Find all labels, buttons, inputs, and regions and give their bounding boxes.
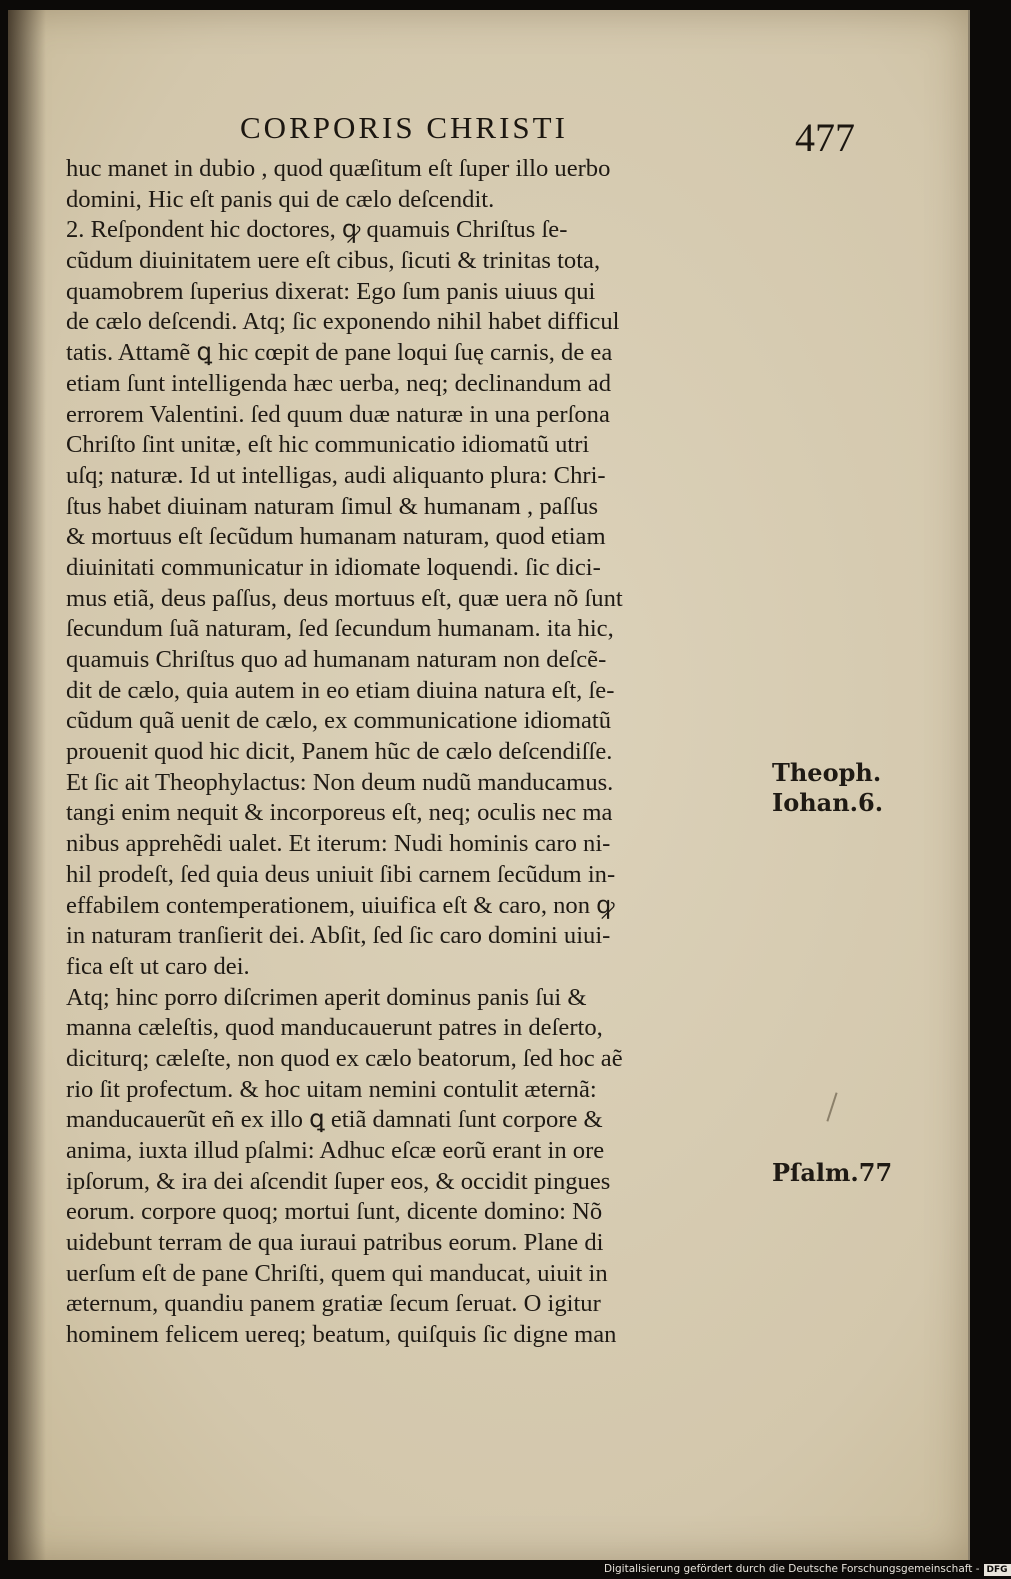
text-line: ſtus habet diuinam naturam ſimul & humanam , paſſus bbox=[66, 492, 599, 520]
text-line: cũdum diuinitatem uere eſt cibus, ſicuti & trinitas tota, bbox=[66, 247, 601, 275]
text-line: de cælo deſcendi. Atq; ſic exponendo nihil habet difficul bbox=[66, 308, 620, 336]
text-line: nibus apprehẽdi ualet. Et iterum: Nudi hominis caro ni- bbox=[66, 830, 611, 858]
text-line: in naturam tranſierit dei. Abſit, ſed ſic caro domini uiui- bbox=[66, 922, 611, 950]
text-line: quamuis Chriſtus quo ad humanam naturam non deſcẽ- bbox=[66, 646, 607, 673]
text-line: & mortuus eſt ſecũdum humanam naturam, quod etiam bbox=[66, 523, 606, 551]
text-line: prouenit quod hic dicit, Panem hũc de cælo deſcendiſſe. bbox=[66, 738, 613, 766]
digitization-credit bbox=[604, 1563, 1011, 1576]
book-page bbox=[8, 10, 970, 1560]
text-line: errorem Valentini. ſed quum duæ naturæ in una perſona bbox=[66, 400, 610, 428]
text-line: hil prodeſt, ſed quia deus uniuit ſibi carnem ſecũdum in- bbox=[66, 860, 616, 888]
text-line: quamobrem ſuperius dixerat: Ego ſum panis uiuus qui bbox=[66, 277, 596, 305]
text-line: manducauerũt eñ ex illo ꝗ etiã damnati ſunt corpore & bbox=[66, 1106, 603, 1134]
text-line: uidebunt terram de qua iuraui patribus eorum. Plane di bbox=[66, 1229, 604, 1257]
credit-text: Digitalisierung gefördert durch die Deutsche Forschungsgemeinschaft - bbox=[604, 1563, 980, 1575]
text-line: domini, Hic eſt panis qui de cælo deſcendit. bbox=[66, 185, 495, 213]
margin-note-psalm: Pſalm.77 bbox=[772, 1158, 893, 1187]
text-line: manna cæleſtis, quod manducauerunt patres in deſerto, bbox=[66, 1014, 603, 1042]
text-line: huc manet in dubio , quod quæſitum eſt ſuper illo uerbo bbox=[66, 155, 611, 182]
text-line: uerſum eſt de pane Chriſti, quem qui manducat, uiuit in bbox=[66, 1259, 608, 1287]
text-line: ſecundum ſuã naturam, ſed ſecundum humanam. ita hic, bbox=[66, 615, 614, 643]
text-line: æternum, quandiu panem gratiæ ſecum ſeruat. O igitur bbox=[66, 1290, 601, 1318]
margin-note-theoph: Theoph. bbox=[772, 758, 882, 787]
text-line: tatis. Attamẽ ꝗ hic cœpit de pane loqui ſuę carnis, de ea bbox=[66, 339, 613, 367]
running-head: CORPORIS CHRISTI bbox=[240, 110, 568, 145]
text-line: uſq; naturæ. Id ut intelligas, audi aliquanto plura: Chri- bbox=[66, 461, 606, 489]
page-number: 477 bbox=[795, 115, 855, 160]
text-line: diciturq; cæleſte, non quod ex cælo beatorum, ſed hoc aẽ bbox=[66, 1044, 623, 1072]
text-line: rio ſit profectum. & hoc uitam nemini contulit æternã: bbox=[66, 1075, 597, 1103]
text-line: fica eſt ut caro dei. bbox=[66, 952, 250, 980]
text-line: Chriſto ſint unitæ, eſt hic communicatio idiomatũ utri bbox=[66, 431, 590, 459]
margin-note-iohan: Iohan.6. bbox=[772, 788, 884, 817]
text-line: Atq; hinc porro diſcrimen aperit dominus panis ſui & bbox=[66, 983, 587, 1011]
text-line: effabilem contemperationem, uiuifica eſt & caro, non ꝙ bbox=[66, 891, 615, 919]
text-line: anima, iuxta illud pſalmi: Adhuc eſcæ eorũ erant in ore bbox=[66, 1137, 605, 1164]
text-line: mus etiã, deus paſſus, deus mortuus eſt, quæ uera nõ ſunt bbox=[66, 584, 623, 612]
text-line: cũdum quã uenit de cælo, ex communicatione idiomatũ bbox=[66, 707, 612, 735]
dfg-logo: DFG bbox=[984, 1564, 1011, 1576]
text-line: eorum. corpore quoq; mortui ſunt, dicente domino: Nõ bbox=[66, 1198, 603, 1226]
text-line: dit de cælo, quia autem in eo etiam diuina natura eſt, ſe- bbox=[66, 676, 615, 704]
text-line: Et ſic ait Theophylactus: Non deum nudũ manducamus. bbox=[66, 768, 614, 796]
text-line: diuinitati communicatur in idiomate loquendi. ſic dici- bbox=[66, 553, 601, 581]
text-line: hominem felicem uereq; beatum, quiſquis ſic digne man bbox=[66, 1321, 617, 1349]
text-line: etiam ſunt intelligenda hæc uerba, neq; declinandum ad bbox=[66, 369, 611, 397]
margin-pen-mark bbox=[826, 1092, 837, 1121]
text-line: 2. Reſpondent hic doctores, ꝙ quamuis Chriſtus ſe- bbox=[66, 216, 568, 244]
text-line: ipſorum, & ira dei aſcendit ſuper eos, & occidit pingues bbox=[66, 1167, 611, 1195]
text-block bbox=[66, 154, 786, 1351]
text-line: tangi enim nequit & incorporeus eſt, neq; oculis nec ma bbox=[66, 799, 613, 827]
